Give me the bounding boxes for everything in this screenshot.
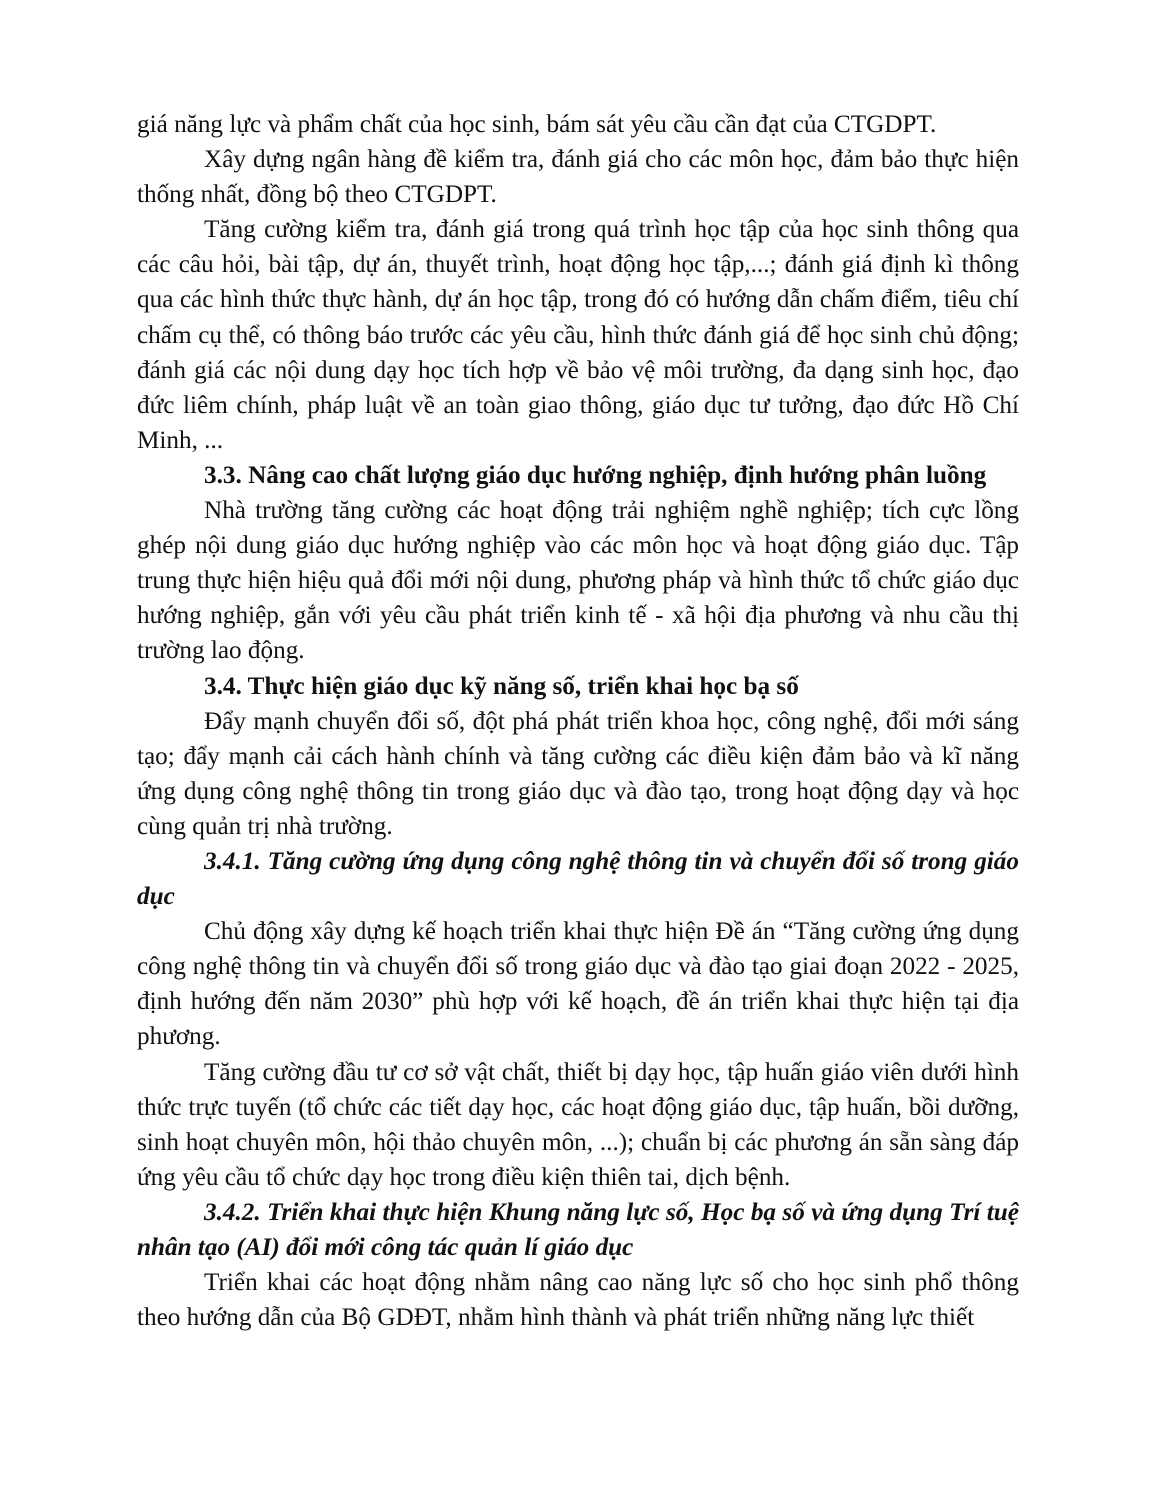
- subsection-heading: 3.4.2. Triển khai thực hiện Khung năng lực số, Học bạ số và ứng dụng Trí tuệ nhân tạo (AI) đổi mới công tác quản lí giáo dục: [137, 1198, 1019, 1261]
- subsection-heading: 3.4.1. Tăng cường ứng dụng công nghệ thông tin và chuyển đổi số trong giáo dục: [137, 847, 1019, 911]
- body-paragraph: Tăng cường đầu tư cơ sở vật chất, thiết bị dạy học, tập huấn giáo viên dưới hình thức trực tuyến (tổ chức các tiết dạy học, các hoạt động giáo dục, tập huấn, bồi dưỡng, sinh hoạt chuyên môn, hội thảo chuyên môn, ...); chuẩn bị các phương án sẵn sàng đáp ứng yêu cầu tổ chức dạy học trong điều kiện thiên tai, dịch bệnh.: [137, 1058, 1019, 1191]
- body-paragraph: Tăng cường kiểm tra, đánh giá trong quá trình học tập của học sinh thông qua các câu hỏi, bài tập, dự án, thuyết trình, hoạt động học tập,...; đánh giá định kì thông qua các hình thức thực hành, dự án học tập, trong đó có hướng dẫn chấm điểm, tiêu chí chấm cụ thể, có thông báo trước các yêu cầu, hình thức đánh giá để học sinh chủ động; đánh giá các nội dung dạy học tích hợp về bảo vệ môi trường, đa dạng sinh học, đạo đức liêm chính, pháp luật về an toàn giao thông, giáo dục tư tưởng, đạo đức Hồ Chí Minh, ...: [137, 216, 1019, 454]
- body-paragraph: Chủ động xây dựng kế hoạch triển khai thực hiện Đề án “Tăng cường ứng dụng công nghệ thông tin và chuyển đổi số trong giáo dục và đào tạo giai đoạn 2022 - 2025, định hướng đến năm 2030” phù hợp với kế hoạch, đề án triển khai thực hiện tại địa phương.: [137, 918, 1019, 1051]
- body-paragraph: Xây dựng ngân hàng đề kiểm tra, đánh giá cho các môn học, đảm bảo thực hiện thống nhất, đồng bộ theo CTGDPT.: [137, 146, 1019, 209]
- section-heading: 3.3. Nâng cao chất lượng giáo dục hướng nghiệp, định hướng phân luồng: [204, 461, 987, 489]
- body-paragraph: giá năng lực và phẩm chất của học sinh, bám sát yêu cầu cần đạt của CTGDPT.: [137, 111, 937, 138]
- section-heading: 3.4. Thực hiện giáo dục kỹ năng số, triển khai học bạ số: [204, 672, 799, 700]
- body-paragraph: Nhà trường tăng cường các hoạt động trải nghiệm nghề nghiệp; tích cực lồng ghép nội dung giáo dục hướng nghiệp vào các môn học và hoạt động giáo dục. Tập trung thực hiện hiệu quả đổi mới nội dung, phương pháp và hình thức tổ chức giáo dục hướng nghiệp, gắn với yêu cầu phát triển kinh tế - xã hội địa phương và nhu cầu thị trường lao động.: [137, 497, 1019, 665]
- body-paragraph: Triển khai các hoạt động nhằm nâng cao năng lực số cho học sinh phổ thông theo hướng dẫn của Bộ GDĐT, nhằm hình thành và phát triển những năng lực thiết: [137, 1269, 1019, 1332]
- body-paragraph: Đẩy mạnh chuyển đổi số, đột phá phát triển khoa học, công nghệ, đổi mới sáng tạo; đẩy mạnh cải cách hành chính và tăng cường các điều kiện đảm bảo và kĩ năng ứng dụng công nghệ thông tin trong giáo dục và đào tạo, trong hoạt động dạy và học cùng quản trị nhà trường.: [137, 707, 1019, 840]
- document-body: [137, 107, 1019, 1335]
